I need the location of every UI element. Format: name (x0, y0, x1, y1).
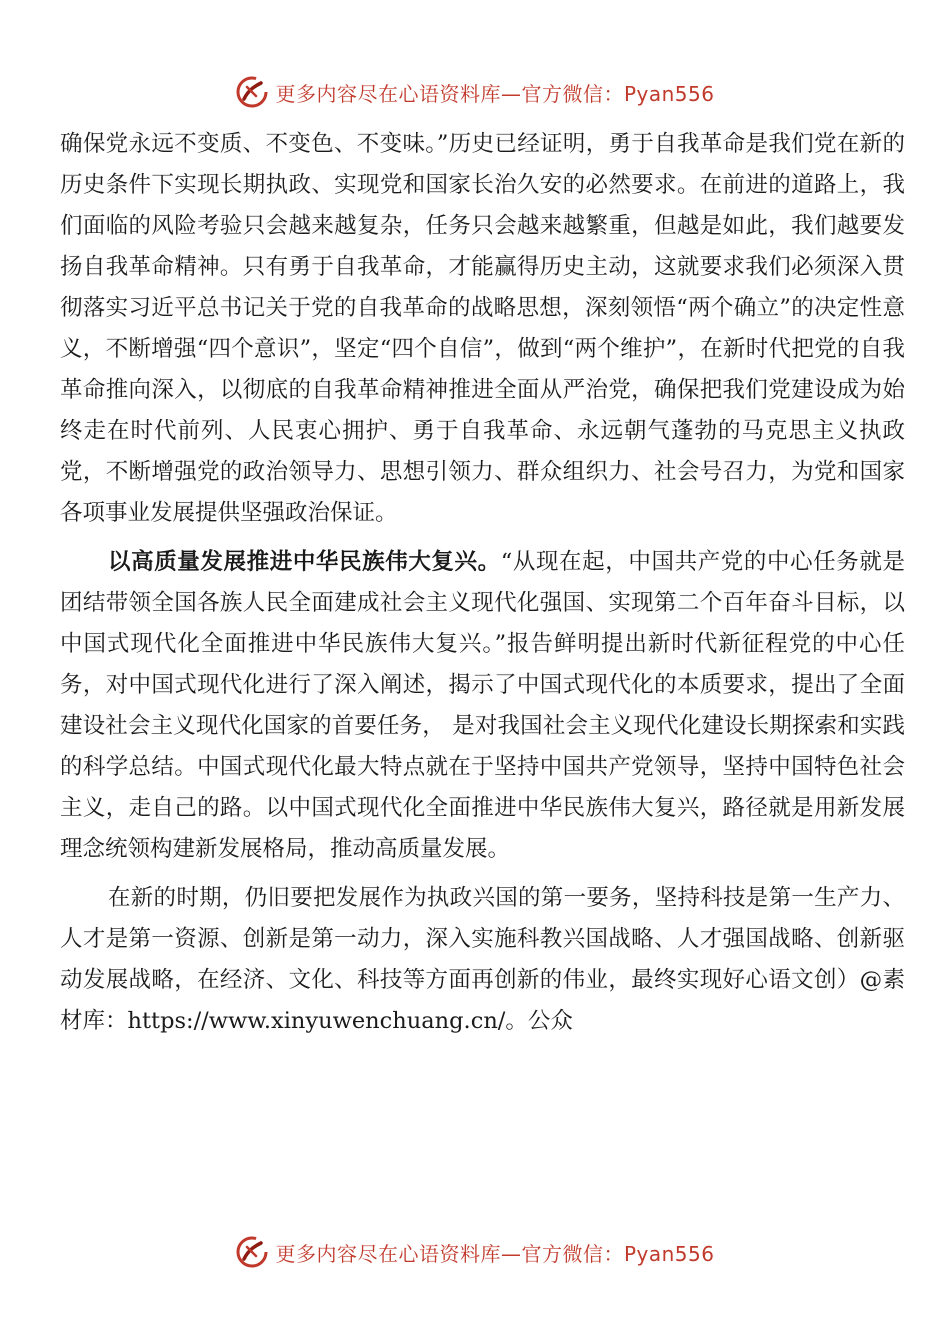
paragraph-2-heading: 以高质量发展推进中华民族伟大复兴。 (108, 549, 501, 575)
brush-seal-logo-icon (235, 1235, 269, 1269)
banner-text: 更多内容尽在心语资料库—官方微信：Pyan556 (275, 81, 715, 106)
brush-seal-logo-icon (235, 75, 269, 109)
paragraph-1-text: 确保党永远不变质、不变色、不变味。”历史已经证明，勇于自我革命是我们党在新的历史条件下实现长期执政、实现党和国家长治久安的必然要求。在前进的道路上，我们面临的风险考验只会越来越复杂，任务只会越来越繁重，但越是如此，我们越要发扬自我革命精神。只有勇于自我革命，才能赢得历史主动，这就要求我们必须深入贯彻落实习近平总书记关于党的自我革命的战略思想，深刻领悟“两个确立”的决定性意义，不断增强“四个意识”，坚定“四个自信”，做到“两个维护”，在新时代把党的自我革命推向深入，以彻底的自我革命精神推进全面从严治党，确保把我们党建设成为始终走在时代前列、人民衷心拥护、勇于自我革命、永远朝气蓬勃的马克思主义执政党，不断增强党的政治领导力、思想引领力、群众组织力、社会号召力，为党和国家各项事业发展提供坚强政治保证。 (60, 131, 905, 526)
header-banner (0, 70, 950, 114)
footer-banner (0, 1230, 950, 1274)
banner-text: 更多内容尽在心语资料库—官方微信：Pyan556 (275, 1241, 715, 1266)
paragraph-2 (60, 542, 905, 870)
paragraph-2-text: “从现在起，中国共产党的中心任务就是团结带领全国各族人民全面建成社会主义现代化强国、实现第二个百年奋斗目标，以中国式现代化全面推进中华民族伟大复兴。”报告鲜明提出新时代新征程党的中心任务，对中国式现代化进行了深入阐述，揭示了中国式现代化的本质要求，提出了全面建设社会主义现代化国家的首要任务， 是对我国社会主义现代化建设长期探索和实践的科学总结。中国式现代化最大特点就在于坚持中国共产党领导，坚持中国特色社会主义，走自己的路。以中国式现代化全面推进中华民族伟大复兴，路径就是用新发展理念统领构建新发展格局，推动高质量发展。 (60, 549, 905, 862)
paragraph-1 (60, 124, 905, 534)
document-body (60, 124, 905, 1042)
paragraph-3 (60, 878, 905, 1042)
paragraph-3-text: 在新的时期，仍旧要把发展作为执政兴国的第一要务，坚持科技是第一生产力、人才是第一资源、创新是第一动力，深入实施科教兴国战略、人才强国战略、创新驱动发展战略，在经济、文化、科技等方面再创新的伟业，最终实现好心语文创）@素材库：https://www.xinyuwenchuang.cn/。公众 (60, 885, 905, 1034)
